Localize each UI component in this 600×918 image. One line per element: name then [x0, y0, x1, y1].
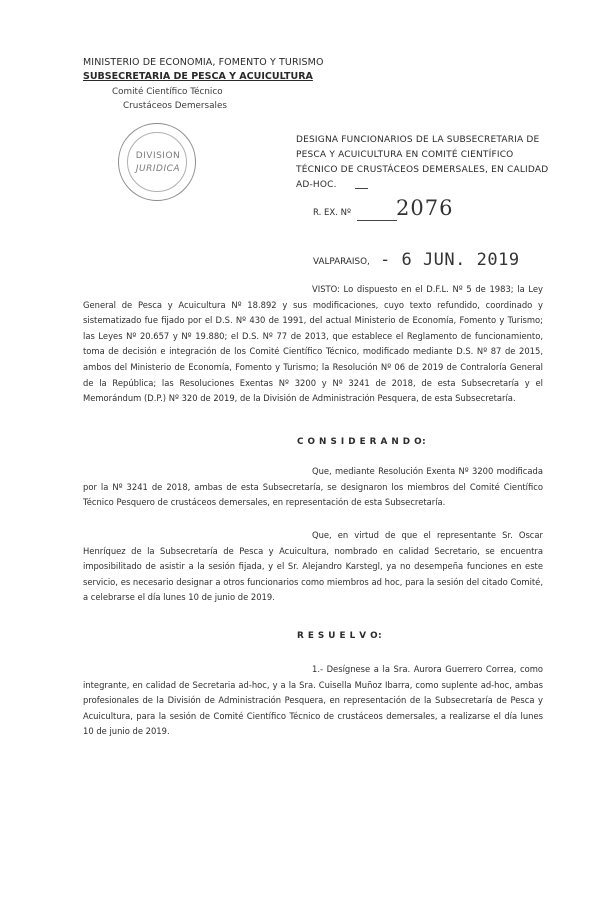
resolution-number: 2076	[396, 196, 454, 220]
resolution-dash	[355, 188, 368, 189]
comite-name: Comité Científico Técnico	[112, 87, 223, 97]
subsecretaria-name: SUBSECRETARIA DE PESCA Y ACUICULTURA	[83, 71, 313, 82]
considerando-heading: C O N S I D E R A N D O:	[297, 437, 427, 447]
document-title: DESIGNA FUNCIONARIOS DE LA SUBSECRETARIA DE PESCA Y ACUICULTURA EN COMITÉ CIENTÍFICO TÉCNICO DE CRUSTÁCEOS DEMERSALES, EN CALIDAD AD-HOC.	[296, 135, 549, 190]
crustaceos-name: Crustáceos Demersales	[123, 101, 227, 111]
considerando-paragraph-2: Que, en virtud de que el representante Sr. Oscar Henríquez de la Subsecretaría de Pesca y Acuicultura, nombrado en calidad Secretario, se encuentra imposibilitado de asistir a la sesión fijada, y el Sr. Alejandro Karstegl, ya no desempeña funciones en este servicio, es necesario designar a otros funcionarios como miembros ad hoc, para la sesión del citado Comité, a celebrarse el día lunes 10 de junio de 2019.	[83, 530, 543, 603]
ministry-name: MINISTERIO DE ECONOMIA, FOMENTO Y TURISMO	[83, 57, 324, 68]
resolution-underline	[357, 220, 397, 221]
place: VALPARAISO,	[313, 257, 370, 267]
resuelvo-paragraph-1: 1.- Desígnese a la Sra. Aurora Guerrero Correa, como integrante, en calidad de Secretaria ad-hoc, y a la Sra. Cuisella Muñoz Ibarra, como suplente ad-hoc, ambas profesionales de la División de Administración Pesquera, en representación de la Subsecretaría de Pesca y Acuicultura, para la sesión de Comité Científico Técnico de crustáceos demersales, a realizarse el día lunes 10 de junio de 2019.	[83, 664, 543, 737]
seal-line-2: JURIDICA	[135, 164, 181, 174]
seal-line-1: DIVISION	[135, 151, 181, 161]
considerando-paragraph-1: Que, mediante Resolución Exenta Nº 3200 modificada por la Nº 3241 de 2018, ambas de esta Subsecretaría, se designaron los miembros del Comité Científico Técnico Pesquero de crustáceos demersales, en representación de esta Subsecretaría.	[83, 466, 543, 508]
division-juridica-seal	[118, 123, 196, 201]
resolution-label: R. EX. Nº	[313, 208, 351, 218]
visto-paragraph: VISTO: Lo dispuesto en el D.F.L. Nº 5 de 1983; la Ley General de Pesca y Acuicultura Nº 18.892 y sus modificaciones, cuyo texto refundido, coordinado y sistematizado fue fijado por el D.S. Nº 430 de 1991, del actual Ministerio de Economía, Fomento y Turismo; las Leyes Nº 20.657 y Nº 19.880; el D.S. Nº 77 de 2013, que establece el Reglamento de funcionamiento, toma de decisión e integración de los Comité Científico Técnico, modificado mediante D.S. Nº 87 de 2015, ambos del Ministerio de Economía, Fomento y Turismo; la Resolución Nº 06 de 2019 de Contraloría General de la República; las Resoluciones Exentas Nº 3200 y Nº 3241 de 2018, de esta Subsecretaría y el Memorándum (D.P.) Nº 320 de 2019, de la División de Administración Pesquera, de esta Subsecretaría.	[83, 284, 543, 404]
resuelvo-heading: R E S U E L V O:	[297, 631, 383, 641]
date: - 6 JUN. 2019	[380, 250, 520, 270]
